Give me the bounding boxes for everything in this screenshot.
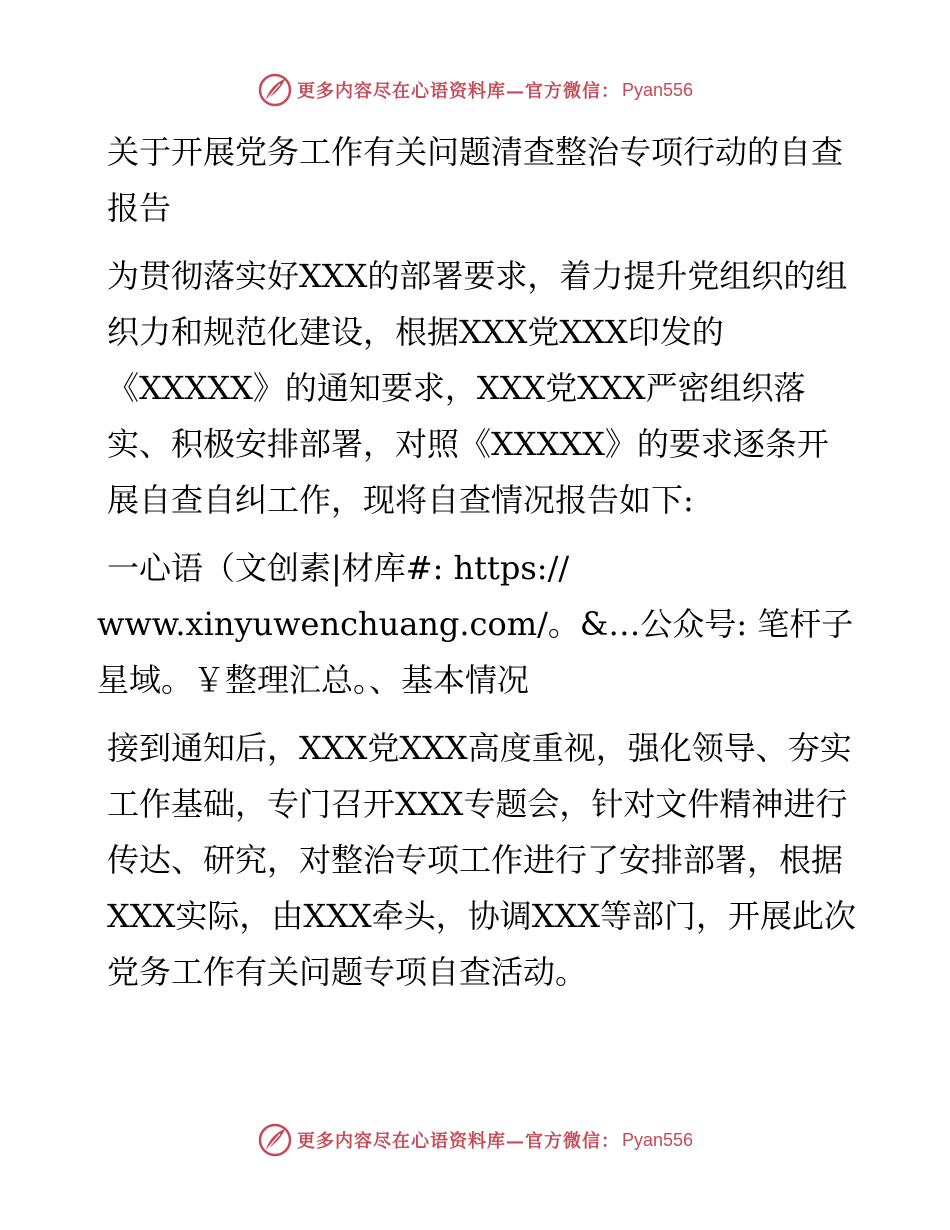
watermark-contact-text: Pyan556 [621,79,694,100]
watermark-banner-bottom [0,1120,950,1160]
document-title: 关于开展党务工作有关问题清查整治专项行动的自查报告 [107,133,844,227]
feather-pen-logo-icon [257,72,293,108]
document-body [97,124,857,1000]
watermark-contact-text: Pyan556 [621,1129,694,1150]
watermark-brand-text: 更多内容尽在心语资料库—官方微信： [296,81,620,102]
section-heading-paragraph [97,540,857,708]
body-paragraph: 接到通知后，XXX党XXX高度重视，强化领导、夯实工作基础，专门召开XXX专题会，针对文件精神进行传达、研究，对整治专项工作进行了安排部署，根据XXX实际，由XXX牵头，协调XXX等部门，开展此次党务工作有关问题专项自查活动。 [107,729,857,991]
section-line-prefix: 一心语（文创素|材库#: https:// [107,549,570,587]
watermark-banner-top [0,70,950,110]
watermark-brand-text: 更多内容尽在心语资料库—官方微信： [296,1131,620,1152]
section-line-url: www.xinyuwenchuang.com/。&…公众号: 笔杆子星域。￥整理汇总。、基本情况 [97,605,854,699]
feather-pen-logo-icon [257,1122,293,1158]
intro-paragraph: 为贯彻落实好XXX的部署要求，着力提升党组织的组织力和规范化建设，根据XXX党XXX印发的《XXXXX》的通知要求，XXX党XXX严密组织落实、积极安排部署，对照《XXXXX》的要求逐条开展自查自纠工作，现将自查情况报告如下: [107,257,848,519]
